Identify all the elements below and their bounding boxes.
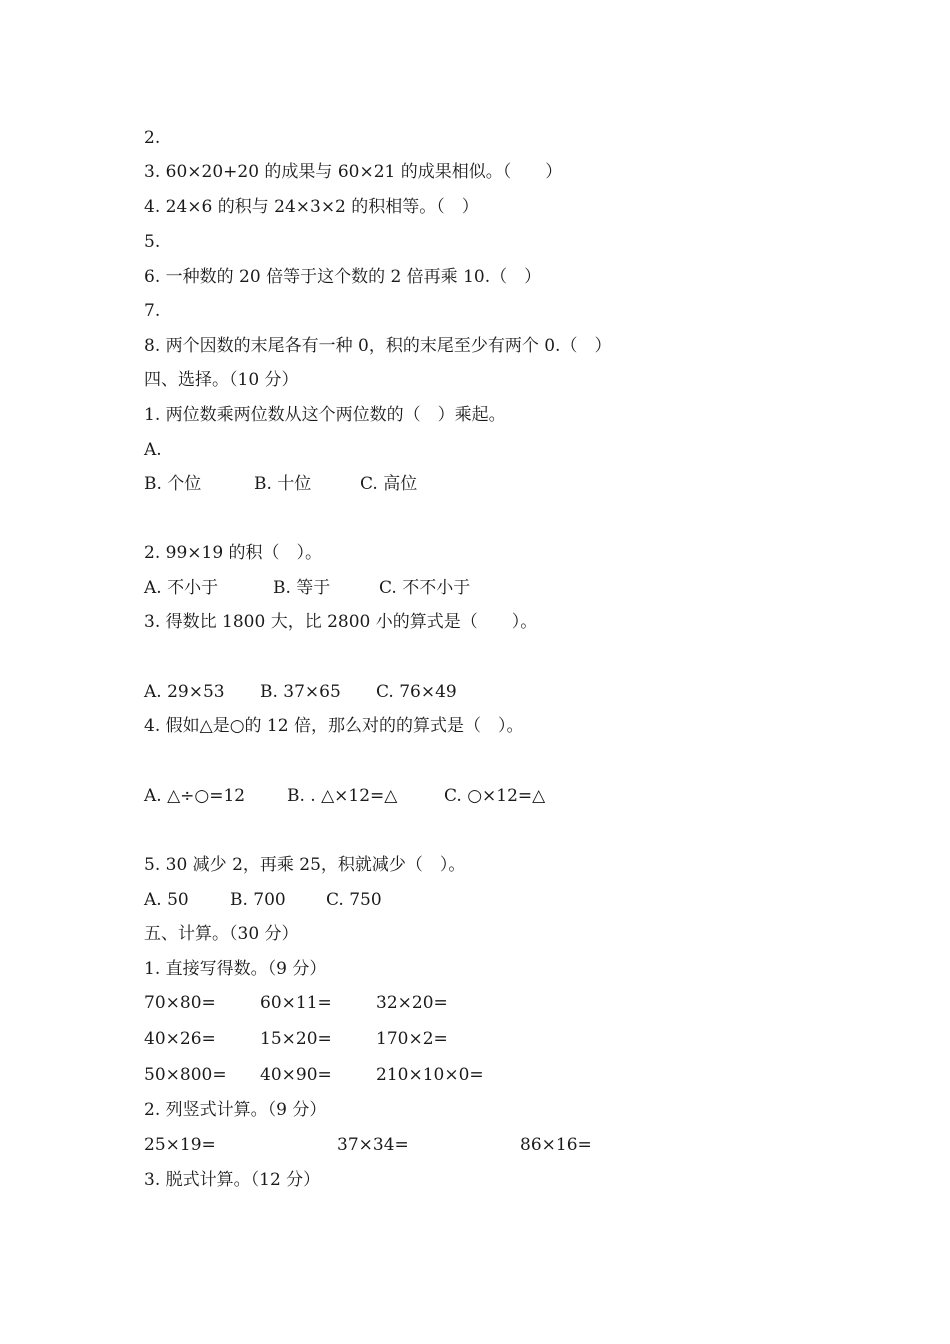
calc-part2-item: 37×34= xyxy=(337,1135,409,1155)
judgement-item-4: 4. 24×6 的积与 24×3×2 的积相等。（ ） xyxy=(144,197,479,217)
choice-q3-option-3: C. 76×49 xyxy=(376,682,457,702)
judgement-item-3: 3. 60×20+20 的成果与 60×21 的成果相似。（ ） xyxy=(144,162,563,182)
calc-part1-item: 32×20= xyxy=(376,993,448,1013)
calc-part3-title: 3. 脱式计算。（12 分） xyxy=(144,1170,321,1190)
choice-q2-option-3: C. 不不小于 xyxy=(379,578,471,598)
calc-part1-title: 1. 直接写得数。（9 分） xyxy=(144,959,327,979)
choice-q2-stem: 2. 99×19 的积（ ）。 xyxy=(144,543,323,563)
choice-q1-option-1: B. 个位 xyxy=(144,474,202,494)
judgement-item-8: 8. 两个因数的末尾各有一种 0，积的末尾至少有两个 0.（ ） xyxy=(144,336,612,356)
calc-part1-item: 40×90= xyxy=(260,1065,332,1085)
choice-q1-a-line: A. xyxy=(144,440,162,460)
calc-part1-item: 210×10×0= xyxy=(376,1065,484,1085)
calc-part1-item: 70×80= xyxy=(144,993,216,1013)
section-heading-choice: 四、选择。（10 分） xyxy=(144,370,299,390)
calc-part1-item: 50×800= xyxy=(144,1065,227,1085)
calc-part1-item: 15×20= xyxy=(260,1029,332,1049)
choice-q1-option-3: C. 高位 xyxy=(360,474,418,494)
choice-q3-option-2: B. 37×65 xyxy=(260,682,341,702)
choice-q5-option-1: A. 50 xyxy=(144,890,189,910)
judgement-item-7: 7. xyxy=(144,301,161,321)
calc-part1-item: 40×26= xyxy=(144,1029,216,1049)
choice-q1-option-2: B. 十位 xyxy=(254,474,312,494)
choice-q5-option-3: C. 750 xyxy=(326,890,382,910)
calc-part1-item: 60×11= xyxy=(260,993,332,1013)
judgement-item-5: 5. xyxy=(144,232,161,252)
calc-part2-title: 2. 列竖式计算。（9 分） xyxy=(144,1100,327,1120)
calc-part1-item: 170×2= xyxy=(376,1029,448,1049)
section-heading-calc: 五、计算。（30 分） xyxy=(144,924,299,944)
choice-q5-option-2: B. 700 xyxy=(230,890,286,910)
calc-part2-item: 86×16= xyxy=(520,1135,592,1155)
choice-q2-option-2: B. 等于 xyxy=(273,578,331,598)
choice-q5-stem: 5. 30 减少 2，再乘 25，积就减少（ ）。 xyxy=(144,855,466,875)
calc-part2-item: 25×19= xyxy=(144,1135,216,1155)
choice-q4-stem: 4. 假如△是○的 12 倍，那么对的的算式是（ ）。 xyxy=(144,716,524,736)
choice-q1-stem: 1. 两位数乘两位数从这个两位数的（ ）乘起。 xyxy=(144,405,506,425)
choice-q4-option-3: C. ○×12=△ xyxy=(444,786,546,806)
judgement-item-6: 6. 一种数的 20 倍等于这个数的 2 倍再乘 10.（ ） xyxy=(144,267,542,287)
choice-q3-stem: 3. 得数比 1800 大，比 2800 小的算式是（ ）。 xyxy=(144,612,538,632)
choice-q4-option-2: B. . △×12=△ xyxy=(287,786,398,806)
judgement-item-2: 2. xyxy=(144,128,161,148)
choice-q3-option-1: A. 29×53 xyxy=(144,682,225,702)
choice-q2-option-1: A. 不小于 xyxy=(144,578,219,598)
choice-q4-option-1: A. △÷○=12 xyxy=(144,786,246,806)
